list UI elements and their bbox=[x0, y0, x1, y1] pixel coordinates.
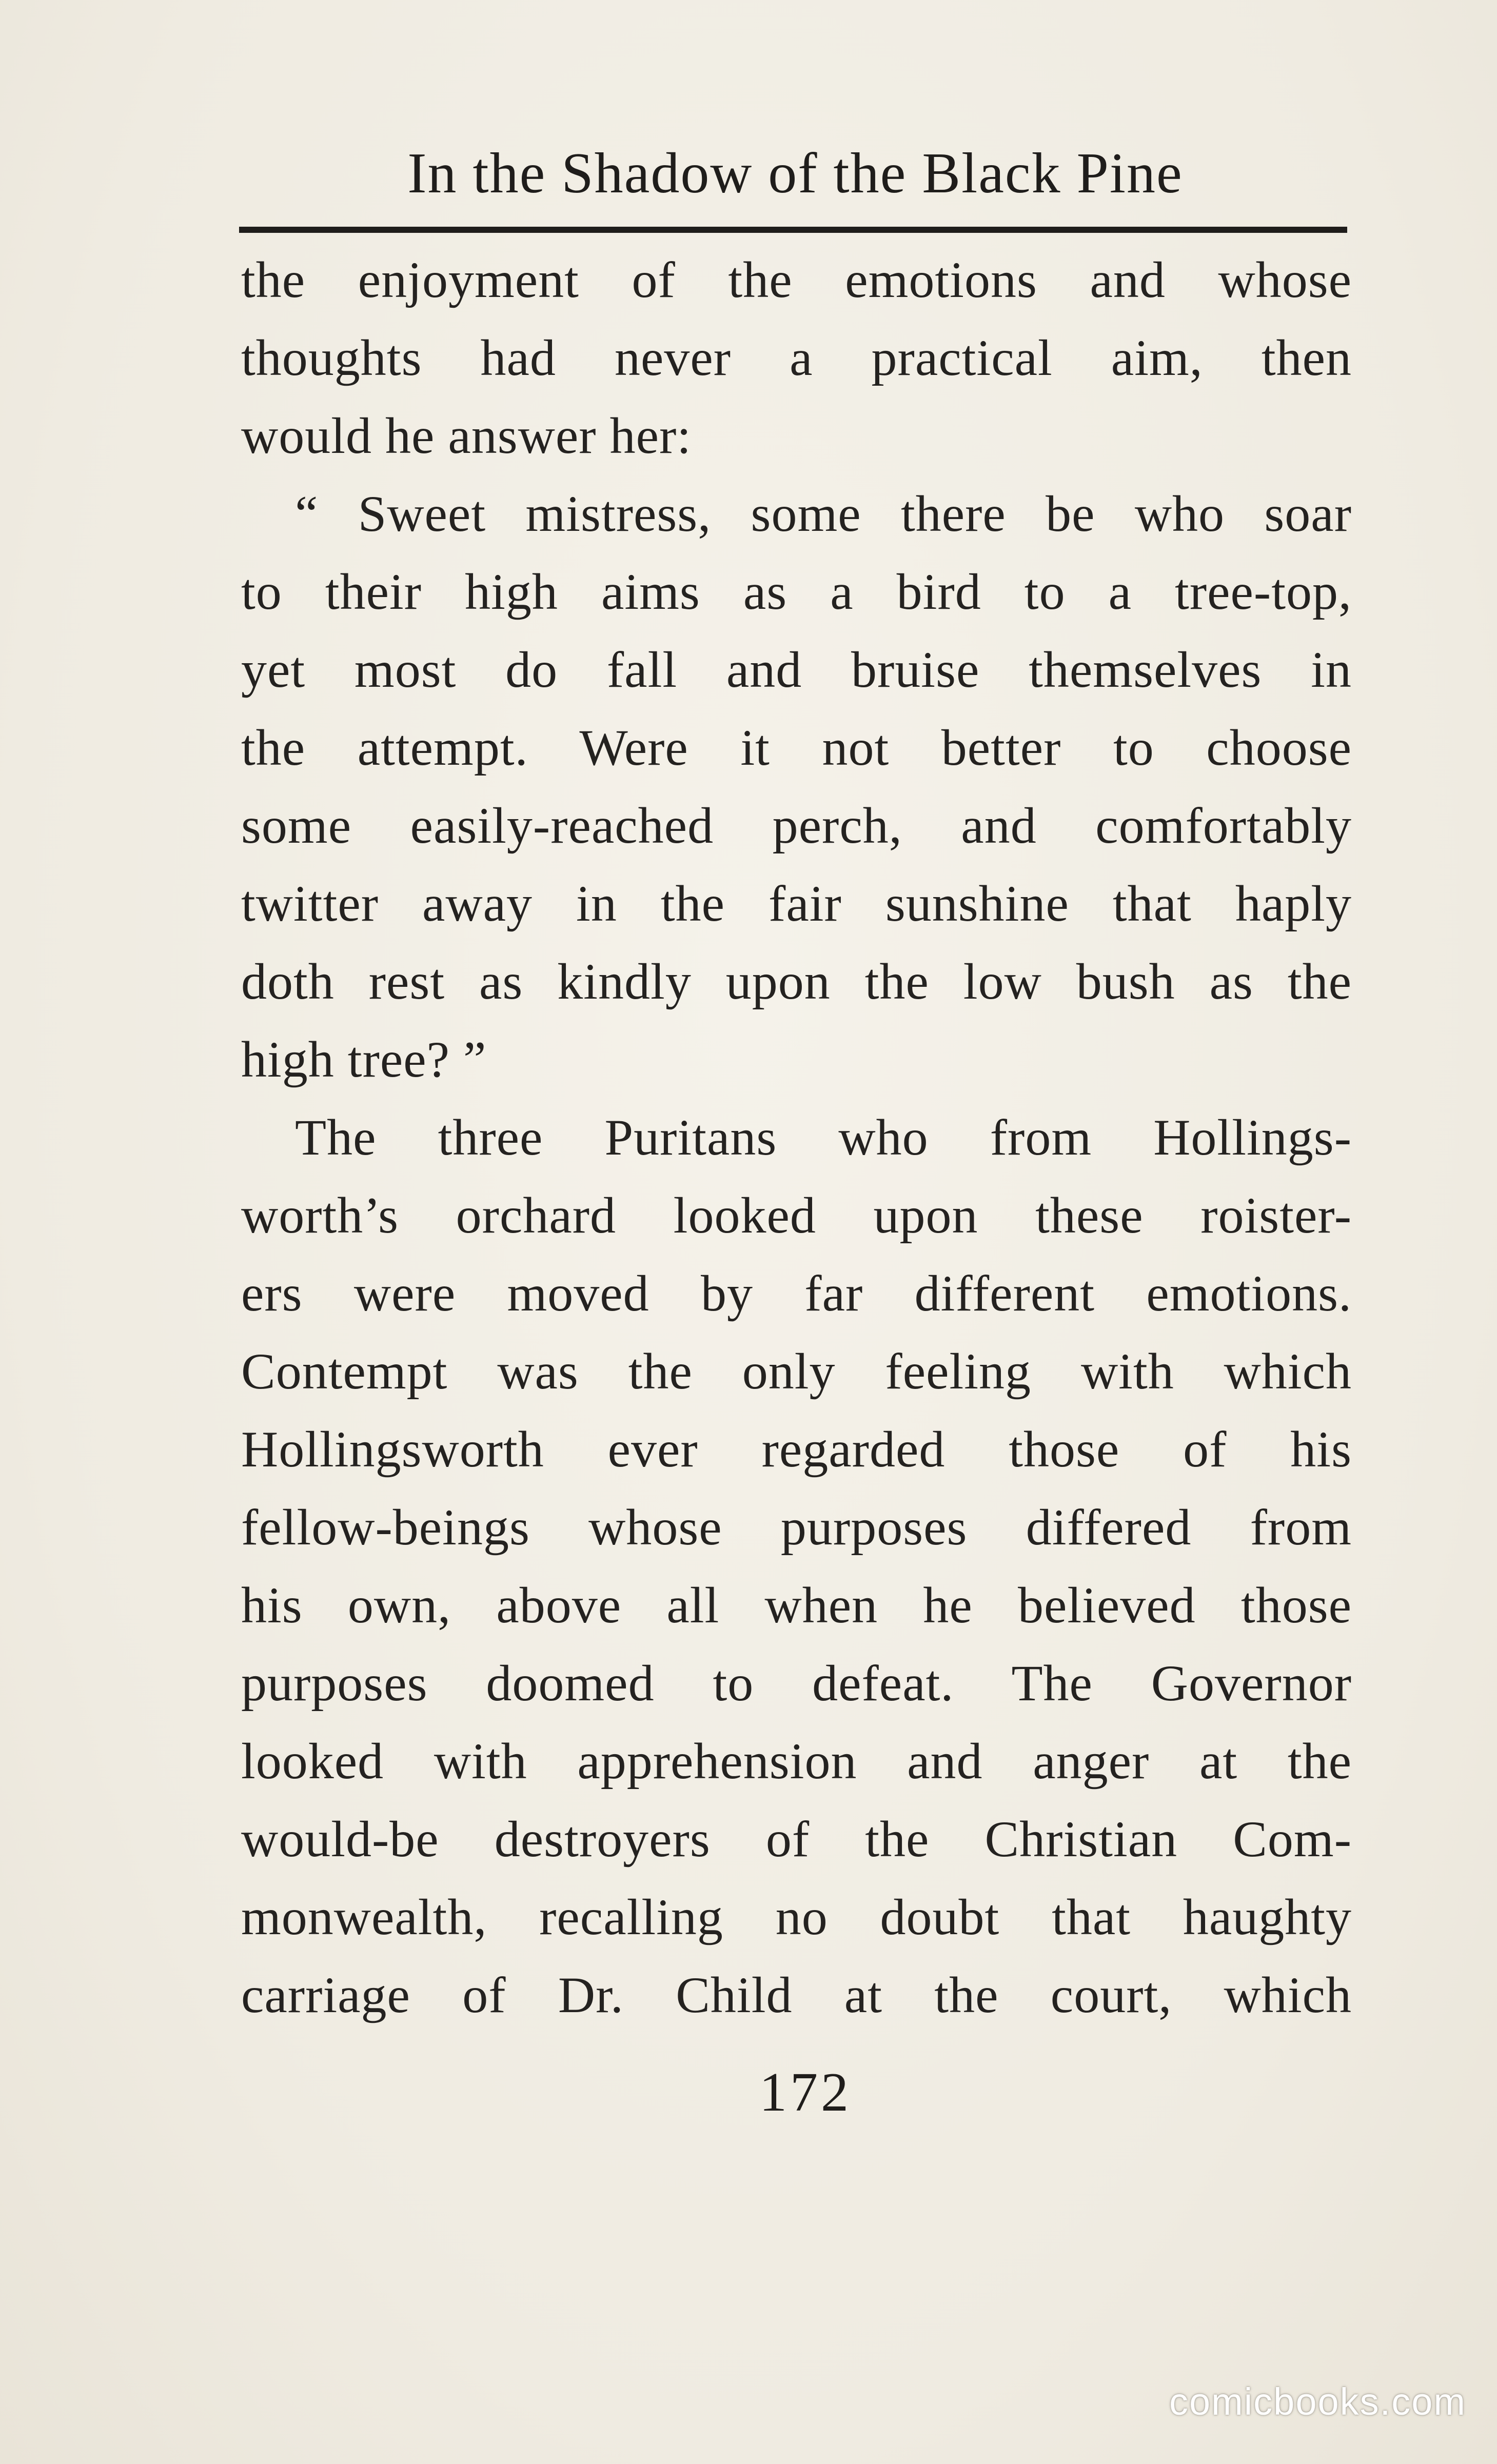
text-line: Hollingsworth ever regarded those of his bbox=[241, 1421, 1352, 1478]
text-line: looked with apprehension and anger at the bbox=[241, 1733, 1352, 1790]
text-line: twitter away in the fair sunshine that haply bbox=[241, 875, 1352, 932]
text-line: Contempt was the only feeling with which bbox=[241, 1343, 1352, 1400]
text-line: “ Sweet mistress, some there be who soar bbox=[295, 485, 1352, 542]
text-line: the attempt. Were it not better to choose bbox=[241, 719, 1352, 776]
text-line: carriage of Dr. Child at the court, which bbox=[241, 1966, 1352, 2023]
text-line: would he answer her: bbox=[241, 407, 692, 464]
text-line: high tree? ” bbox=[241, 1031, 487, 1088]
text-line: ers were moved by far different emotions. bbox=[241, 1265, 1352, 1322]
text-line: the enjoyment of the emotions and whose bbox=[241, 251, 1352, 308]
text-line: doth rest as kindly upon the low bush as the bbox=[241, 953, 1352, 1010]
text-line: his own, above all when he believed those bbox=[241, 1577, 1352, 1634]
text-line: would-be destroyers of the Christian Com- bbox=[241, 1811, 1352, 1867]
text-line: fellow-beings whose purposes differed from bbox=[241, 1499, 1352, 1556]
page-number: 172 bbox=[759, 2062, 852, 2123]
text-line: The three Puritans who from Hollings- bbox=[295, 1109, 1352, 1166]
text-line: monwealth, recalling no doubt that haughty bbox=[241, 1889, 1352, 1945]
running-title: In the Shadow of the Black Pine bbox=[407, 142, 1183, 205]
text-line: worth’s orchard looked upon these roister- bbox=[241, 1187, 1352, 1244]
site-watermark: comicbooks.com bbox=[1169, 2380, 1466, 2423]
text-line: purposes doomed to defeat. The Governor bbox=[241, 1655, 1352, 1712]
header-rule bbox=[239, 227, 1347, 233]
body-text bbox=[241, 241, 1352, 2034]
text-line: thoughts had never a practical aim, then bbox=[241, 329, 1352, 386]
text-line: to their high aims as a bird to a tree-top, bbox=[241, 563, 1352, 620]
text-line: yet most do fall and bruise themselves in bbox=[241, 641, 1352, 698]
text-line: some easily-reached perch, and comfortably bbox=[241, 797, 1352, 854]
